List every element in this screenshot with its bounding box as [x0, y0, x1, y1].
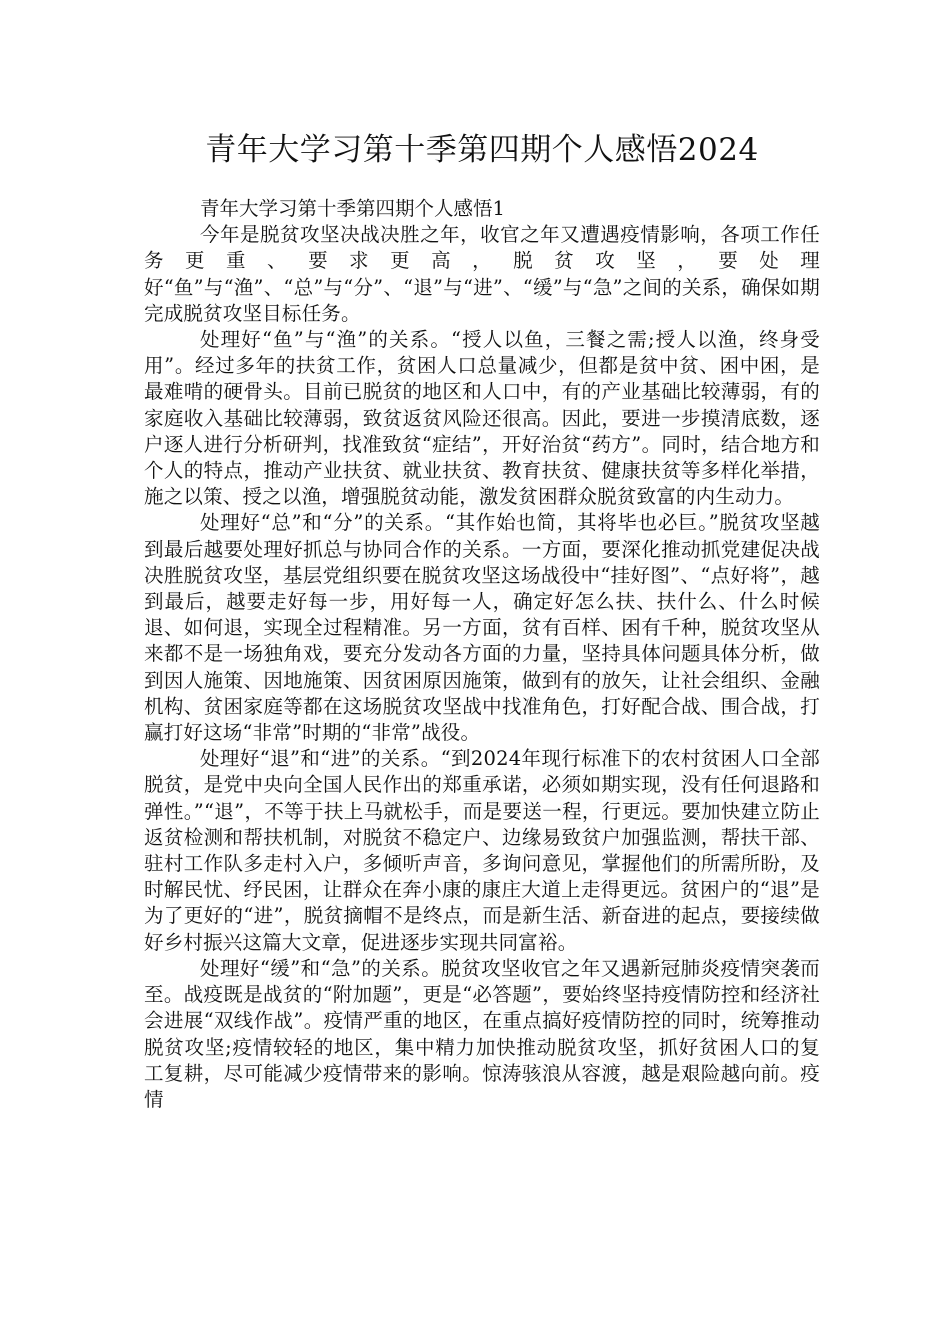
paragraph-fish: 处理好“鱼”与“渔”的关系。“授人以鱼，三餐之需;授人以渔，终身受用”。经过多年的扶贫工作，贫困人口总量减少，但都是贫中贫、困中困，是最难啃的硬骨头。目前已脱贫的地区和人口中，有的产业基础比较薄弱，有的家庭收入基础比较薄弱，致贫返贫风险还很高。因此，要进一步摸清底数，逐户逐人进行分析研判，找准致贫“症结”，开好治贫“药方”。同时，结合地方和个人的特点，推动产业扶贫、就业扶贫、教育扶贫、健康扶贫等多样化举措，施之以策、授之以渔，增强脱贫动能，激发贫困群众脱贫致富的内生动力。: [144, 328, 820, 509]
paragraph-retreat-advance: 处理好“退”和“进”的关系。“到2024年现行标准下的农村贫困人口全部脱贫，是党中央向全国人民作出的郑重承诺，必须如期实现，没有任何退路和弹性。”“退”，不等于扶上马就松手，而是要送一程，行更远。要加快建立防止返贫检测和帮扶机制，对脱贫不稳定户、边缘易致贫户加强监测，帮扶干部、驻村工作队多走村入户，多倾听声音，多询问意见，掌握他们的所需所盼，及时解民忧、纾民困，让群众在奔小康的康庄大道上走得更远。贫困户的“退”是为了更好的“进”，脱贫摘帽不是终点，而是新生活、新奋进的起点，要接续做好乡村振兴这篇大文章，促进逐步实现共同富裕。: [144, 747, 820, 954]
document-body: [144, 196, 820, 1113]
document-title: 青年大学习第十季第四期个人感悟2024: [205, 132, 759, 168]
section-subtitle: 青年大学习第十季第四期个人感悟1: [200, 197, 505, 220]
paragraph-whole-part: 处理好“总”和“分”的关系。“其作始也简，其将毕也必巨。”脱贫攻坚越到最后越要处理好抓总与协同合作的关系。一方面，要深化推动抓党建促决战决胜脱贫攻坚，基层党组织要在脱贫攻坚这场战役中“挂好图”、“点好将”，越到最后，越要走好每一步，用好每一人，确定好怎么扶、扶什么、什么时候退、如何退，实现全过程精准。另一方面，贫有百样、困有千种，脱贫攻坚从来都不是一场独角戏，要充分发动各方面的力量，坚持具体问题具体分析，做到因人施策、因地施策、因贫困原因施策，做到有的放矢，让社会组织、金融机构、贫困家庭等都在这场脱贫攻坚战中找准角色，打好配合战、围合战，打赢打好这场“非常”时期的“非常”战役。: [144, 511, 820, 745]
document-page: [144, 0, 820, 1344]
paragraph-intro: 今年是脱贫攻坚决战决胜之年，收官之年又遭遇疫情影响，各项工作任务更重、要求更高，脱贫攻坚，要处理好“鱼”与“渔”、“总”与“分”、“退”与“进”、“缓”与“急”之间的关系，确保如期完成脱贫攻坚目标任务。: [144, 223, 820, 325]
paragraph-slow-urgent: 处理好“缓”和“急”的关系。脱贫攻坚收官之年又遇新冠肺炎疫情突袭而至。战疫既是战贫的“附加题”，更是“必答题”，要始终坚持疫情防控和经济社会进展“双线作战”。疫情严重的地区，在重点搞好疫情防控的同时，统筹推动脱贫攻坚;疫情较轻的地区，集中精力加快推动脱贫攻坚，抓好贫困人口的复工复耕，尽可能减少疫情带来的影响。惊涛骇浪从容渡，越是艰险越向前。疫情: [144, 956, 820, 1111]
